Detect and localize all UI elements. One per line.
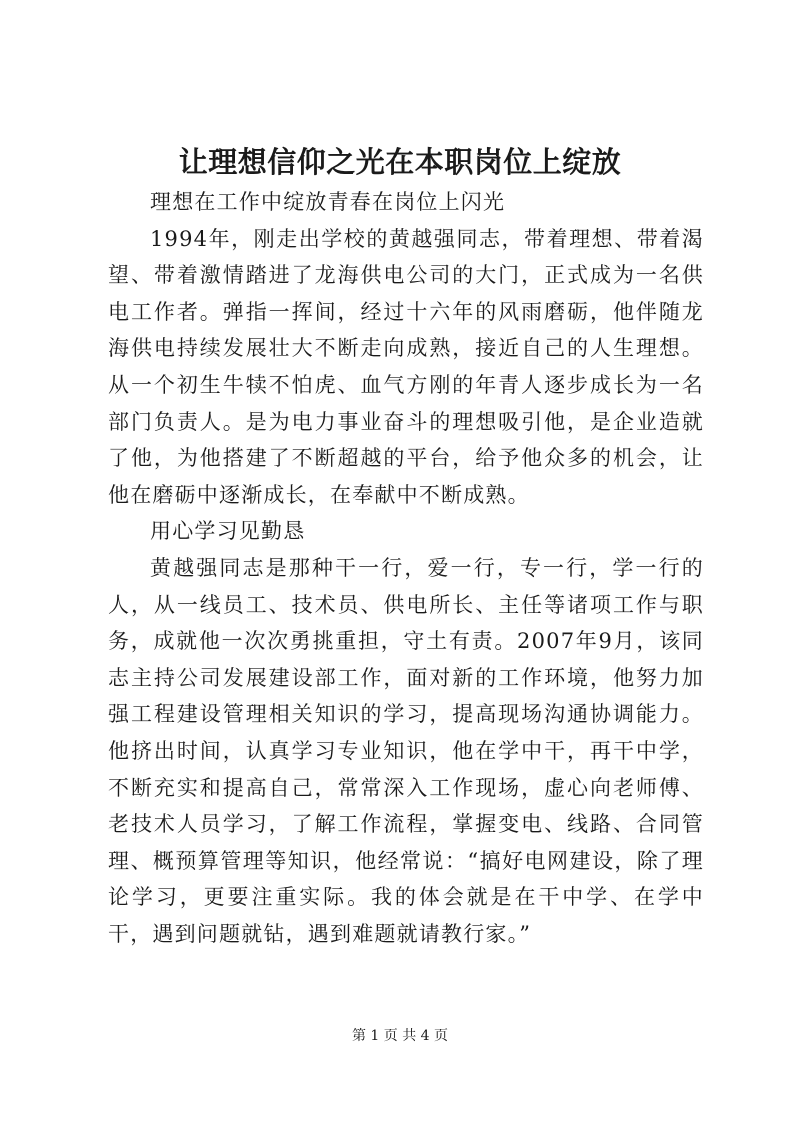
document-body <box>108 184 704 952</box>
document-title: 让理想信仰之光在本职岗位上绽放 <box>178 145 622 179</box>
subheading-ideals: 理想在工作中绽放青春在岗位上闪光 <box>150 190 506 214</box>
paragraph-career-start: 1994年，刚走出学校的黄越强同志，带着理想、带着渴望、带着激情踏进了龙海供电公司的大门，正式成为一名供电工作者。弹指一挥间，经过十六年的风雨磨砺，他伴随龙海供电持续发展壮大不断走向成熟，接近自己的人生理想。从一个初生牛犊不怕虎、血气方刚的年青人逐步成长为一名部门负责人。是为电力事业奋斗的理想吸引他，是企业造就了他，为他搭建了不断超越的平台，给予他众多的机会，让他在磨砺中逐渐成长，在奉献中不断成熟。 <box>108 226 704 507</box>
subheading-diligent-study: 用心学习见勤恳 <box>150 519 306 544</box>
paragraph-study-work: 黄越强同志是那种干一行，爱一行，专一行，学一行的人，从一线员工、技术员、供电所长、主任等诸项工作与职务，成就他一次次勇挑重担，守土有责。2007年9月，该同志主持公司发展建设部工作，面对新的工作环境，他努力加强工程建设管理相关知识的学习，提高现场沟通协调能力。他挤出时间，认真学习专业知识，他在学中干，再干中学，不断充实和提高自己，常常深入工作现场，虚心向老师傅、老技术人员学习，了解工作流程，掌握变电、线路、合同管理、概预算管理等知识，他经常说：“搞好电网建设，除了理论学习，更要注重实际。我的体会就是在干中学、在学中干，遇到问题就钻，遇到难题就请教行家。” <box>108 555 704 946</box>
page-number-footer: 第 1 页 共 4 页 <box>351 1028 449 1044</box>
